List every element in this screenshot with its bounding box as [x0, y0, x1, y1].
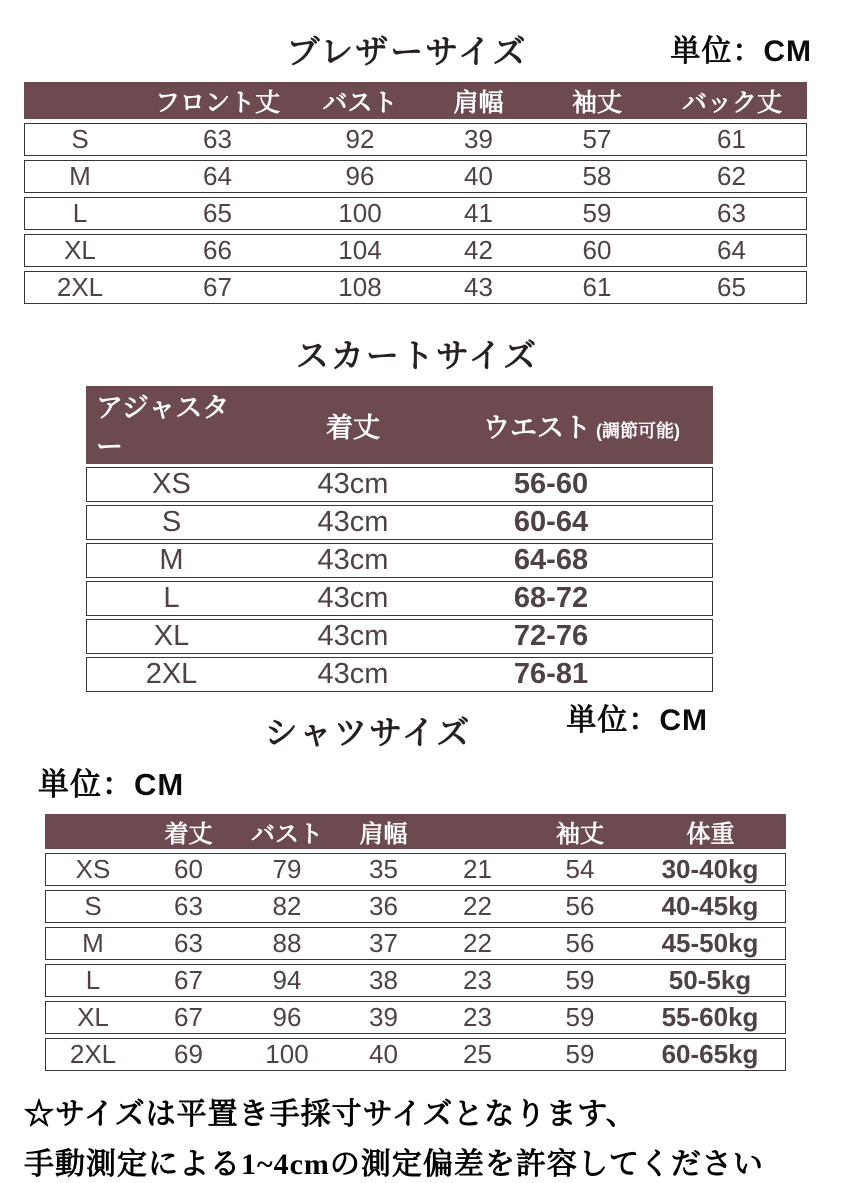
value-cell: 100 [237, 1038, 337, 1071]
value-cell: 40 [420, 160, 537, 193]
value-cell: 39 [337, 1001, 430, 1034]
value-cell: 22 [430, 927, 525, 960]
value-cell: 62 [657, 160, 807, 193]
value-cell: 23 [430, 1001, 525, 1034]
column-header: バック丈 [657, 82, 807, 119]
value-cell: 88 [237, 927, 337, 960]
skirt-unit-label: 単位：CM [566, 704, 708, 737]
value-cell: 64-68 [450, 543, 713, 578]
table-row [24, 123, 807, 156]
value-cell: 43cm [256, 505, 450, 540]
value-cell: 41 [420, 197, 537, 230]
value-cell: 92 [300, 123, 420, 156]
value-cell: 36 [337, 890, 430, 923]
value-cell: 58 [537, 160, 657, 193]
value-cell: 59 [525, 1038, 635, 1071]
value-cell: 45-50kg [635, 927, 786, 960]
column-header: 袖丈 [537, 82, 657, 119]
table-row [86, 619, 713, 654]
column-header [430, 814, 525, 849]
table-row [24, 160, 807, 193]
size-cell: L [86, 581, 256, 616]
column-header: 肩幅 [420, 82, 537, 119]
table-row [86, 543, 713, 578]
table-row [45, 1038, 786, 1071]
size-cell: S [24, 123, 135, 156]
skirt-size-table [86, 383, 713, 695]
column-header: 着丈 [256, 386, 450, 464]
table-row [86, 657, 713, 692]
value-cell: 94 [237, 964, 337, 997]
value-cell: 56-60 [450, 467, 713, 502]
column-header [24, 82, 135, 119]
value-cell: 56 [525, 890, 635, 923]
value-cell: 39 [420, 123, 537, 156]
value-cell: 43 [420, 271, 537, 304]
size-cell: XS [45, 853, 140, 886]
skirt-title: スカートサイズ [295, 337, 539, 374]
value-cell: 63 [140, 927, 237, 960]
value-cell: 60 [537, 234, 657, 267]
note-line-1: ☆サイズは平置き手採寸サイズとなります、 [24, 1098, 637, 1131]
header-row [24, 82, 807, 119]
value-cell: 59 [537, 197, 657, 230]
value-cell: 65 [657, 271, 807, 304]
table-row [45, 853, 786, 886]
note-line-2: 手動測定による1~4cmの測定偏差を許容してください [24, 1148, 764, 1181]
header-row [45, 814, 786, 849]
blazer-title-row [0, 26, 848, 72]
value-cell: 21 [430, 853, 525, 886]
value-cell: 43cm [256, 619, 450, 654]
value-cell: 60 [140, 853, 237, 886]
value-cell: 42 [420, 234, 537, 267]
shirt-title-row [0, 704, 848, 751]
value-cell: 61 [537, 271, 657, 304]
column-header-note: (調節可能) [591, 420, 680, 441]
shirt-size-table [45, 810, 786, 1075]
table-row [45, 890, 786, 923]
size-cell: XL [45, 1001, 140, 1034]
value-cell: 66 [135, 234, 300, 267]
blazer-size-table [24, 78, 807, 308]
measurement-notes [24, 1089, 848, 1183]
value-cell: 22 [430, 890, 525, 923]
value-cell: 67 [140, 964, 237, 997]
size-cell: M [86, 543, 256, 578]
value-cell: 64 [135, 160, 300, 193]
table-row [45, 964, 786, 997]
column-header: ウエスト (調節可能) [450, 386, 713, 464]
table-row [86, 505, 713, 540]
value-cell: 82 [237, 890, 337, 923]
size-cell: S [45, 890, 140, 923]
value-cell: 35 [337, 853, 430, 886]
column-header: バスト [237, 814, 337, 849]
size-cell: 2XL [45, 1038, 140, 1071]
value-cell: 43cm [256, 467, 450, 502]
value-cell: 37 [337, 927, 430, 960]
value-cell: 43cm [256, 657, 450, 692]
value-cell: 60-65kg [635, 1038, 786, 1071]
value-cell: 100 [300, 197, 420, 230]
column-header [45, 814, 140, 849]
value-cell: 68-72 [450, 581, 713, 616]
size-cell: XL [24, 234, 135, 267]
value-cell: 23 [430, 964, 525, 997]
value-cell: 43cm [256, 543, 450, 578]
size-cell: M [45, 927, 140, 960]
table-row [86, 581, 713, 616]
value-cell: 56 [525, 927, 635, 960]
value-cell: 40-45kg [635, 890, 786, 923]
size-cell: S [86, 505, 256, 540]
header-row [86, 386, 713, 464]
size-cell: M [24, 160, 135, 193]
value-cell: 55-60kg [635, 1001, 786, 1034]
value-cell: 43cm [256, 581, 450, 616]
table-row [45, 1001, 786, 1034]
table-row [24, 197, 807, 230]
blazer-unit-label: 単位：CM [670, 35, 812, 68]
value-cell: 63 [135, 123, 300, 156]
value-cell: 60-64 [450, 505, 713, 540]
blazer-title: ブレザーサイズ [286, 33, 528, 70]
column-header: バスト [300, 82, 420, 119]
value-cell: 104 [300, 234, 420, 267]
table-row [24, 271, 807, 304]
size-cell: L [24, 197, 135, 230]
value-cell: 65 [135, 197, 300, 230]
value-cell: 59 [525, 964, 635, 997]
value-cell: 25 [430, 1038, 525, 1071]
column-header: 体重 [635, 814, 786, 849]
size-cell: 2XL [86, 657, 256, 692]
size-cell: XL [86, 619, 256, 654]
size-cell: L [45, 964, 140, 997]
value-cell: 72-76 [450, 619, 713, 654]
value-cell: 67 [135, 271, 300, 304]
value-cell: 79 [237, 853, 337, 886]
column-header: 袖丈 [525, 814, 635, 849]
value-cell: 63 [140, 890, 237, 923]
value-cell: 61 [657, 123, 807, 156]
value-cell: 54 [525, 853, 635, 886]
column-header: 肩幅 [337, 814, 430, 849]
column-header: フロント丈 [135, 82, 300, 119]
value-cell: 69 [140, 1038, 237, 1071]
value-cell: 40 [337, 1038, 430, 1071]
table-row [45, 927, 786, 960]
column-header: 着丈 [140, 814, 237, 849]
shirt-title: シャツサイズ [264, 714, 472, 751]
value-cell: 96 [300, 160, 420, 193]
size-cell: XS [86, 467, 256, 502]
column-header: アジャスター [86, 386, 256, 464]
size-cell: 2XL [24, 271, 135, 304]
value-cell: 67 [140, 1001, 237, 1034]
value-cell: 57 [537, 123, 657, 156]
shirt-unit-label: 単位：CM [38, 767, 185, 802]
value-cell: 38 [337, 964, 430, 997]
table-row [24, 234, 807, 267]
value-cell: 50-5kg [635, 964, 786, 997]
value-cell: 76-81 [450, 657, 713, 692]
value-cell: 63 [657, 197, 807, 230]
value-cell: 108 [300, 271, 420, 304]
size-chart-page [0, 26, 848, 1181]
value-cell: 64 [657, 234, 807, 267]
value-cell: 96 [237, 1001, 337, 1034]
table-row [86, 467, 713, 502]
value-cell: 30-40kg [635, 853, 786, 886]
value-cell: 59 [525, 1001, 635, 1034]
